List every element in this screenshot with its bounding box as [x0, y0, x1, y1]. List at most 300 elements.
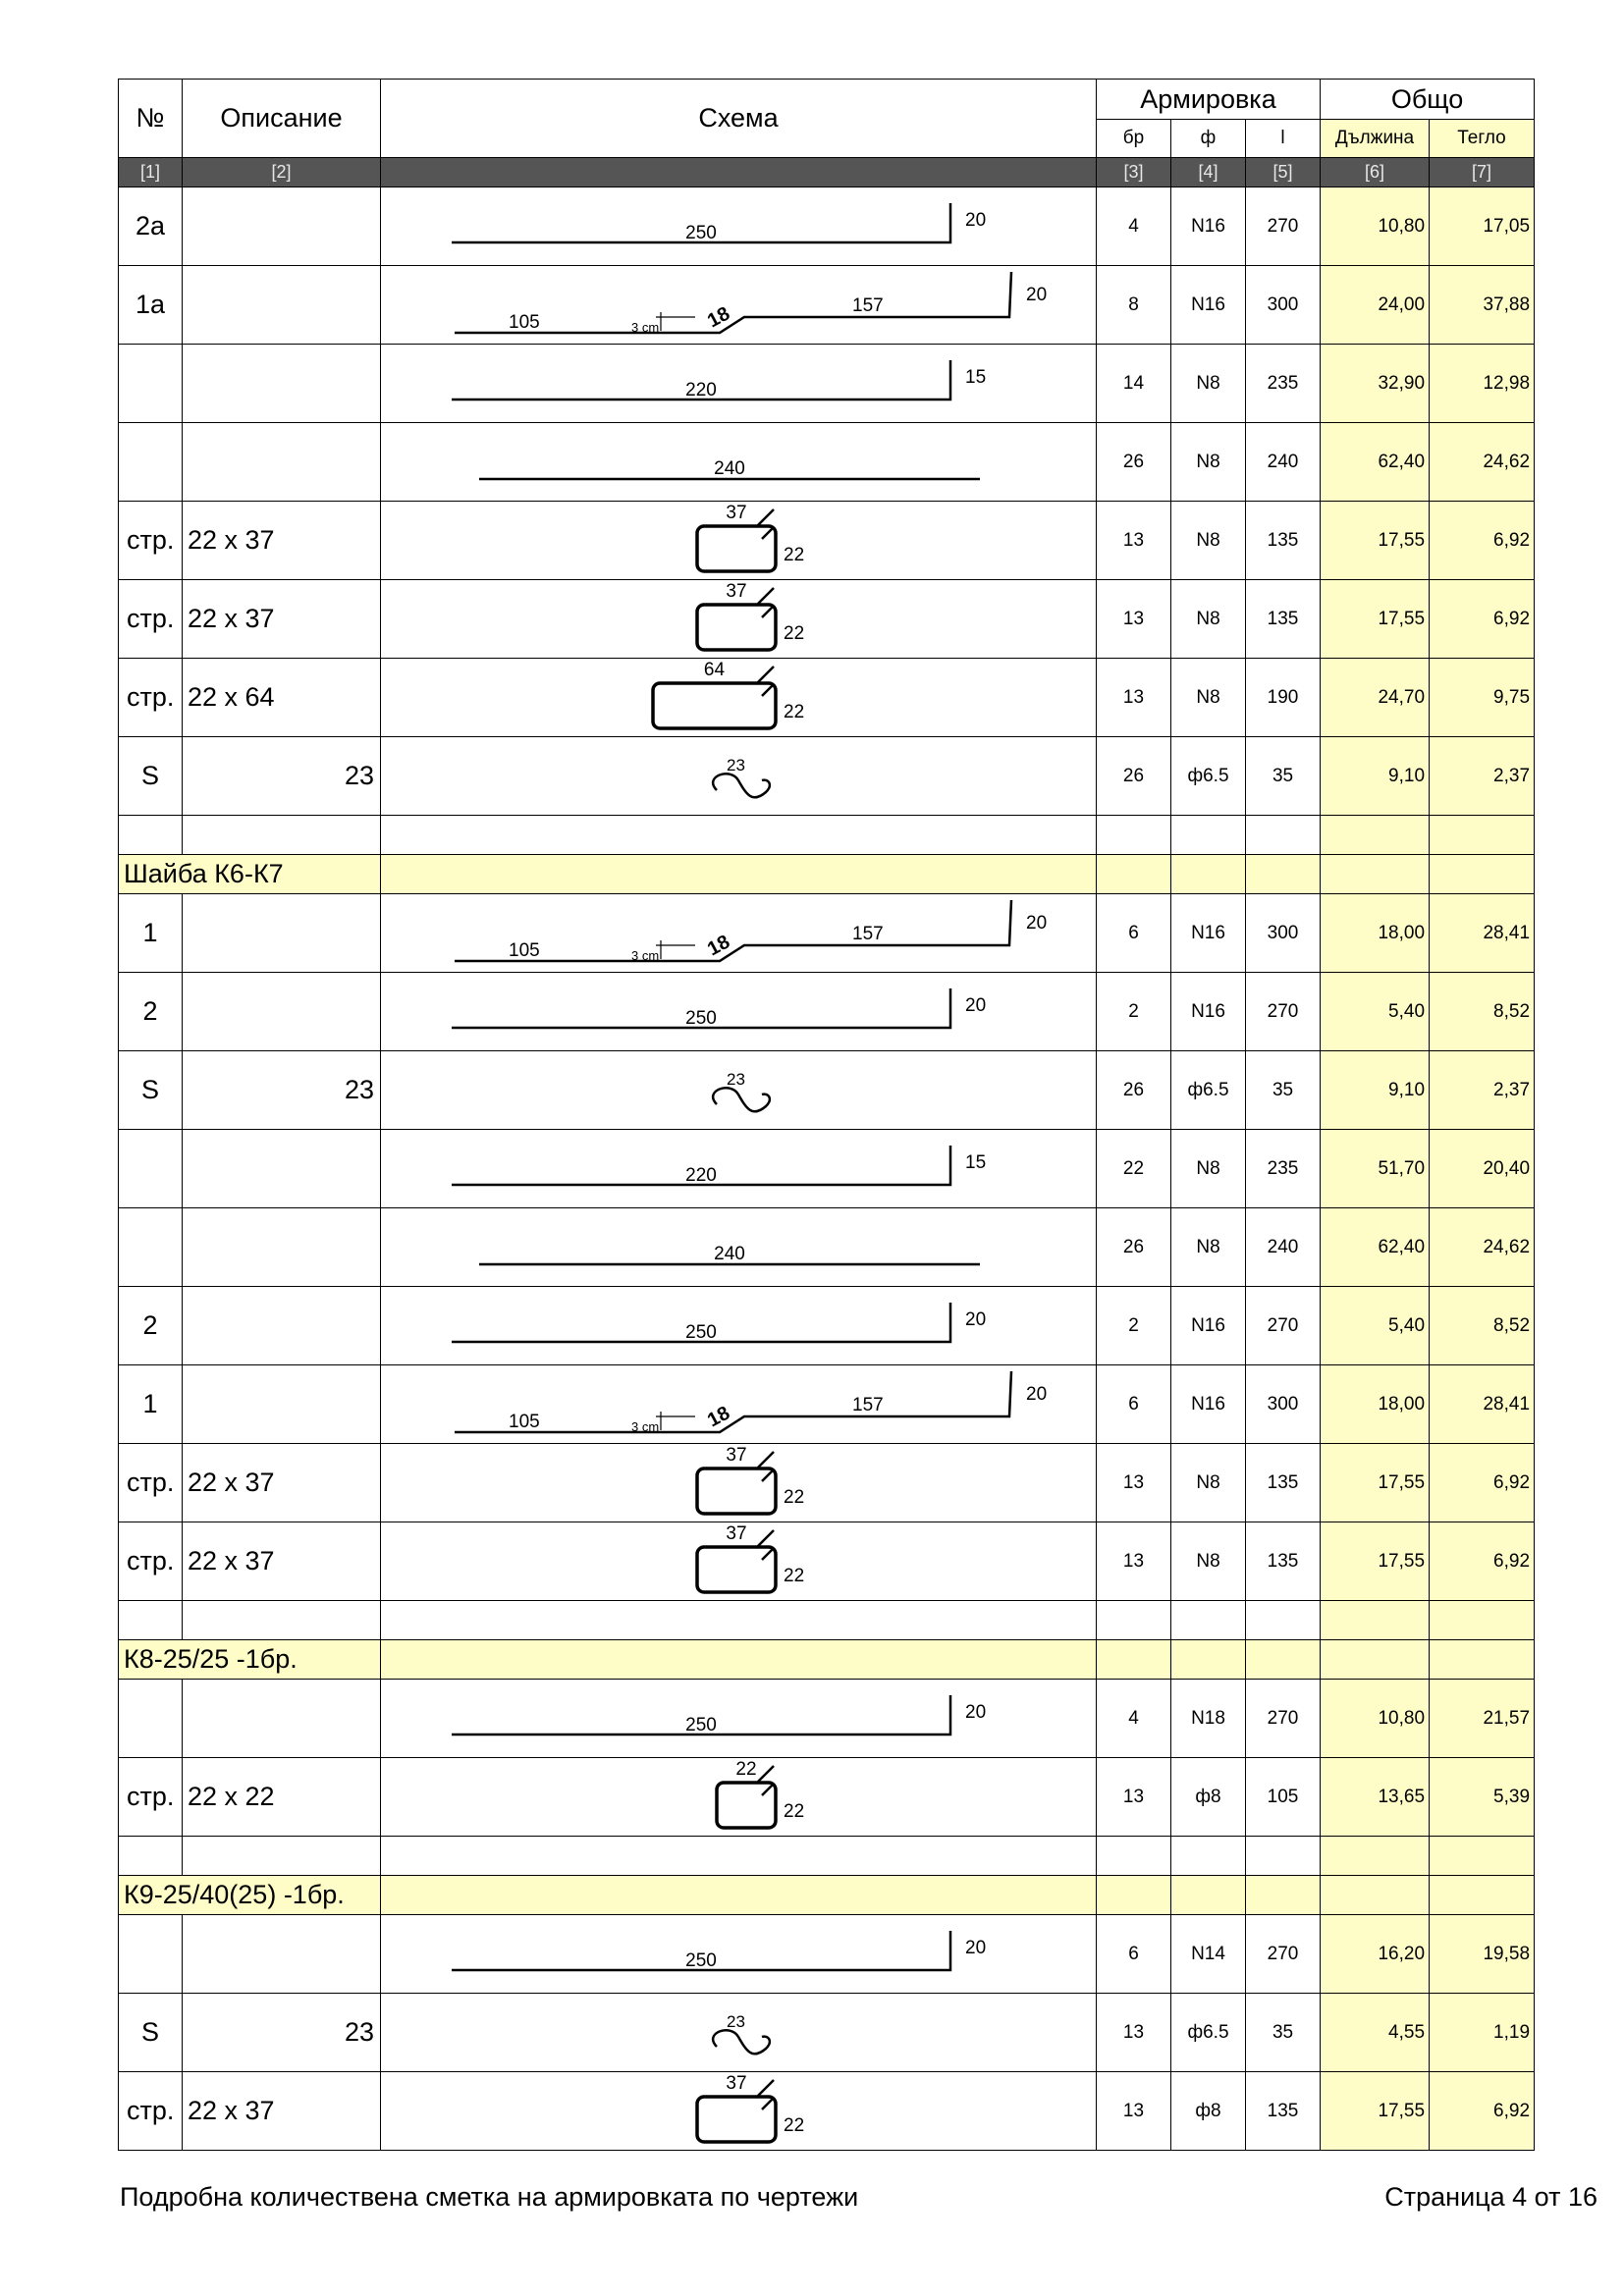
scheme-cell — [381, 1130, 1097, 1208]
total-weight: 2,37 — [1430, 737, 1535, 816]
dimension-label: 157 — [852, 295, 884, 316]
item-number — [119, 1130, 183, 1208]
scheme-cell — [381, 423, 1097, 502]
dimension-label: 37 — [726, 2073, 747, 2094]
total-weight: 1,19 — [1430, 1994, 1535, 2072]
table-row — [119, 1680, 1535, 1758]
bar-length: 35 — [1246, 1994, 1321, 2072]
table-row — [119, 1444, 1535, 1522]
bar-count: 13 — [1097, 1994, 1171, 2072]
table-row — [119, 1130, 1535, 1208]
bar-diameter: N8 — [1171, 1522, 1246, 1601]
scheme-cell — [381, 1915, 1097, 1994]
total-weight: 24,62 — [1430, 423, 1535, 502]
item-description — [183, 1365, 381, 1444]
dimension-label: 18 — [704, 1402, 733, 1432]
empty-cell — [1321, 855, 1430, 894]
col-header-total: Общо — [1321, 80, 1535, 120]
bar-count: 6 — [1097, 894, 1171, 973]
item-description: 22 x 37 — [183, 502, 381, 580]
scheme-cell — [381, 1994, 1097, 2072]
dimension-label: 3 cm — [631, 320, 660, 335]
bar-length: 270 — [1246, 1680, 1321, 1758]
empty-cell — [183, 1837, 381, 1876]
col-index: [3] — [1097, 158, 1171, 187]
dimension-label: 20 — [1026, 913, 1048, 934]
column-index-row — [119, 158, 1535, 187]
bar-length: 135 — [1246, 2072, 1321, 2151]
bar-diameter: N14 — [1171, 1915, 1246, 1994]
dimension-label: 250 — [685, 223, 717, 243]
rebar-shape-bent — [381, 894, 1097, 972]
bar-count: 26 — [1097, 737, 1171, 816]
section-header-row — [119, 1640, 1535, 1680]
bar-count: 13 — [1097, 2072, 1171, 2151]
rebar-shape-s-hook — [381, 1051, 1097, 1129]
item-description — [183, 1287, 381, 1365]
reinforcement-schedule — [118, 79, 1534, 2151]
bar-diameter: N8 — [1171, 659, 1246, 737]
section-label: К8-25/25 -1бр. — [119, 1640, 381, 1680]
bar-length: 135 — [1246, 580, 1321, 659]
bar-diameter: N8 — [1171, 345, 1246, 423]
empty-cell — [1097, 816, 1171, 855]
total-length: 62,40 — [1321, 423, 1430, 502]
item-description — [183, 1680, 381, 1758]
total-length: 5,40 — [1321, 973, 1430, 1051]
scheme-cell — [381, 737, 1097, 816]
bar-length: 135 — [1246, 1522, 1321, 1601]
item-number — [119, 423, 183, 502]
rebar-shape-L — [381, 345, 1097, 422]
bar-count: 4 — [1097, 187, 1171, 266]
scheme-cell — [381, 1208, 1097, 1287]
scheme-cell — [381, 973, 1097, 1051]
total-length: 17,55 — [1321, 502, 1430, 580]
scheme-cell — [381, 1680, 1097, 1758]
rebar-shape-stirrup — [381, 502, 1097, 579]
dimension-label: 22 — [784, 1487, 805, 1508]
empty-cell — [1430, 1876, 1535, 1915]
scheme-cell — [381, 1365, 1097, 1444]
bar-diameter: N8 — [1171, 502, 1246, 580]
dimension-label: 20 — [965, 1938, 987, 1958]
dimension-label: 64 — [703, 660, 726, 680]
page-number: Страница 4 от 16 — [1384, 2182, 1597, 2212]
bar-diameter: ф8 — [1171, 1758, 1246, 1837]
dimension-label: 22 — [784, 623, 805, 644]
bar-diameter: N8 — [1171, 580, 1246, 659]
table-row — [119, 502, 1535, 580]
empty-cell — [1246, 1601, 1321, 1640]
item-description — [183, 187, 381, 266]
bar-count: 13 — [1097, 659, 1171, 737]
dimension-label: 37 — [726, 1445, 747, 1466]
scheme-cell — [381, 1522, 1097, 1601]
total-weight: 6,92 — [1430, 2072, 1535, 2151]
dimension-label: 15 — [965, 1152, 987, 1173]
total-length: 9,10 — [1321, 737, 1430, 816]
col-index: [2] — [183, 158, 381, 187]
item-description: 23 — [183, 737, 381, 816]
item-description: 22 x 37 — [183, 2072, 381, 2151]
stirrup-outline — [697, 1547, 776, 1592]
col-index: [7] — [1430, 158, 1535, 187]
total-weight: 20,40 — [1430, 1130, 1535, 1208]
dimension-label: 105 — [509, 312, 540, 333]
rebar-shape-stirrup — [381, 1444, 1097, 1522]
rebar-shape-stirrup — [381, 2072, 1097, 2150]
dimension-label: 22 — [784, 1566, 805, 1586]
rebar-shape-L — [381, 1915, 1097, 1993]
stirrup-outline — [697, 2097, 776, 2142]
dimension-label: 20 — [1026, 1384, 1048, 1405]
footer-title: Подробна количествена сметка на армировката по чертежи — [120, 2182, 859, 2212]
col-header-total-length: Дължина — [1321, 120, 1430, 158]
dimension-label: 250 — [685, 1715, 717, 1735]
col-index: [4] — [1171, 158, 1246, 187]
item-number: 1 — [119, 1365, 183, 1444]
empty-cell — [381, 855, 1097, 894]
bar-length: 135 — [1246, 502, 1321, 580]
dimension-label: 18 — [704, 302, 733, 333]
stirrup-hook — [762, 1548, 774, 1560]
item-number: стр. — [119, 1444, 183, 1522]
empty-cell — [1321, 1640, 1430, 1680]
bar-count: 13 — [1097, 1522, 1171, 1601]
table-row — [119, 1522, 1535, 1601]
scheme-cell — [381, 894, 1097, 973]
dimension-label: 157 — [852, 1395, 884, 1415]
bar-diameter: ф6.5 — [1171, 1994, 1246, 2072]
section-label: Шайба К6-К7 — [119, 855, 381, 894]
item-description: 22 x 37 — [183, 1522, 381, 1601]
col-index: [1] — [119, 158, 183, 187]
scheme-cell — [381, 1758, 1097, 1837]
col-header-description: Описание — [183, 80, 381, 158]
bar-length: 35 — [1246, 737, 1321, 816]
total-length: 18,00 — [1321, 894, 1430, 973]
rebar-shape-L — [381, 1130, 1097, 1207]
bar-diameter: N8 — [1171, 1130, 1246, 1208]
scheme-cell — [381, 187, 1097, 266]
bar-diameter: N18 — [1171, 1680, 1246, 1758]
bar-count: 26 — [1097, 1051, 1171, 1130]
total-length: 16,20 — [1321, 1915, 1430, 1994]
total-length: 10,80 — [1321, 187, 1430, 266]
total-weight: 6,92 — [1430, 580, 1535, 659]
dimension-label: 22 — [784, 545, 805, 565]
bar-count: 6 — [1097, 1365, 1171, 1444]
empty-cell — [1246, 1876, 1321, 1915]
dimension-label: 23 — [727, 2012, 745, 2031]
dimension-label: 240 — [714, 1244, 745, 1264]
bar-count: 8 — [1097, 266, 1171, 345]
item-number: 1а — [119, 266, 183, 345]
item-description: 22 x 22 — [183, 1758, 381, 1837]
empty-cell — [1246, 1640, 1321, 1680]
total-length: 51,70 — [1321, 1130, 1430, 1208]
item-number — [119, 1680, 183, 1758]
bar-count: 13 — [1097, 580, 1171, 659]
col-header-diameter: ф — [1171, 120, 1246, 158]
empty-cell — [1321, 1876, 1430, 1915]
stirrup-outline — [697, 526, 776, 571]
dimension-label: 240 — [714, 458, 745, 479]
table-row — [119, 737, 1535, 816]
total-weight: 8,52 — [1430, 1287, 1535, 1365]
item-number: 2 — [119, 1287, 183, 1365]
col-index — [381, 158, 1097, 187]
bar-count: 4 — [1097, 1680, 1171, 1758]
dimension-label: 37 — [726, 503, 747, 523]
empty-cell — [1171, 816, 1246, 855]
bar-count: 2 — [1097, 1287, 1171, 1365]
stirrup-outline — [697, 605, 776, 650]
item-description: 22 x 37 — [183, 580, 381, 659]
scheme-cell — [381, 1444, 1097, 1522]
bar-count: 22 — [1097, 1130, 1171, 1208]
total-length: 4,55 — [1321, 1994, 1430, 2072]
bar-count: 26 — [1097, 423, 1171, 502]
item-description: 22 x 64 — [183, 659, 381, 737]
bar-length: 270 — [1246, 1915, 1321, 1994]
table-row — [119, 580, 1535, 659]
col-header-no: № — [119, 80, 183, 158]
item-description — [183, 1208, 381, 1287]
rebar-shape-straight — [381, 423, 1097, 501]
table-row — [119, 1758, 1535, 1837]
empty-cell — [381, 1601, 1097, 1640]
dimension-label: 20 — [965, 1309, 987, 1330]
dimension-label: 105 — [509, 940, 540, 961]
header-row — [119, 80, 1535, 120]
bar-diameter: ф6.5 — [1171, 1051, 1246, 1130]
bar-diameter: N16 — [1171, 973, 1246, 1051]
dimension-label: 220 — [685, 1165, 717, 1186]
dimension-label: 3 cm — [631, 948, 660, 963]
bar-length: 190 — [1246, 659, 1321, 737]
spacer-row — [119, 816, 1535, 855]
empty-cell — [1246, 816, 1321, 855]
bar-diameter: ф6.5 — [1171, 737, 1246, 816]
total-length: 17,55 — [1321, 580, 1430, 659]
scheme-cell — [381, 580, 1097, 659]
item-number: стр. — [119, 580, 183, 659]
empty-cell — [1097, 1837, 1171, 1876]
rebar-shape-stirrup — [381, 580, 1097, 658]
item-number — [119, 345, 183, 423]
bar-count: 2 — [1097, 973, 1171, 1051]
bar-length: 270 — [1246, 187, 1321, 266]
empty-cell — [381, 1837, 1097, 1876]
dimension-label: 250 — [685, 1008, 717, 1029]
total-weight: 6,92 — [1430, 1444, 1535, 1522]
bar-count: 6 — [1097, 1915, 1171, 1994]
item-number: стр. — [119, 659, 183, 737]
rebar-shape-stirrup — [381, 1522, 1097, 1600]
total-length: 13,65 — [1321, 1758, 1430, 1837]
scheme-cell — [381, 345, 1097, 423]
table-row — [119, 973, 1535, 1051]
item-description: 23 — [183, 1051, 381, 1130]
bar-count: 13 — [1097, 502, 1171, 580]
stirrup-hook — [762, 684, 774, 696]
table-row — [119, 1208, 1535, 1287]
table-row — [119, 659, 1535, 737]
scheme-cell — [381, 1287, 1097, 1365]
item-description — [183, 1915, 381, 1994]
bar-count: 14 — [1097, 345, 1171, 423]
dimension-label: 3 cm — [631, 1419, 660, 1434]
empty-cell — [1171, 855, 1246, 894]
rebar-shape-L — [381, 1680, 1097, 1757]
total-length: 17,55 — [1321, 1522, 1430, 1601]
dimension-label: 20 — [965, 210, 987, 231]
rebar-shape-stirrup-wide — [381, 659, 1097, 736]
scheme-cell — [381, 659, 1097, 737]
scheme-cell — [381, 1051, 1097, 1130]
total-weight: 5,39 — [1430, 1758, 1535, 1837]
table-row — [119, 1915, 1535, 1994]
total-weight: 24,62 — [1430, 1208, 1535, 1287]
bar-length: 135 — [1246, 1444, 1321, 1522]
empty-cell — [1430, 816, 1535, 855]
total-length: 32,90 — [1321, 345, 1430, 423]
item-description — [183, 973, 381, 1051]
scheme-cell — [381, 266, 1097, 345]
spacer-row — [119, 1837, 1535, 1876]
empty-cell — [1171, 1837, 1246, 1876]
total-length: 5,40 — [1321, 1287, 1430, 1365]
empty-cell — [381, 1876, 1097, 1915]
item-description: 23 — [183, 1994, 381, 2072]
dimension-label: 37 — [726, 1523, 747, 1544]
total-weight: 17,05 — [1430, 187, 1535, 266]
bar-length: 235 — [1246, 1130, 1321, 1208]
dimension-label: 250 — [685, 1322, 717, 1343]
table-row — [119, 1994, 1535, 2072]
dimension-label: 23 — [727, 1070, 745, 1089]
table-row — [119, 345, 1535, 423]
table-row — [119, 423, 1535, 502]
empty-cell — [1171, 1640, 1246, 1680]
rebar-shape-bent — [381, 1365, 1097, 1443]
scheme-cell — [381, 2072, 1097, 2151]
table-row — [119, 266, 1535, 345]
total-length: 17,55 — [1321, 1444, 1430, 1522]
dimension-label: 22 — [784, 1801, 805, 1822]
empty-cell — [119, 1837, 183, 1876]
stirrup-hook — [762, 2098, 774, 2109]
dimension-label: 37 — [726, 581, 747, 602]
empty-cell — [1321, 1601, 1430, 1640]
s-hook-shape — [713, 2030, 770, 2054]
scheme-cell — [381, 502, 1097, 580]
bar-length: 235 — [1246, 345, 1321, 423]
col-header-length: l — [1246, 120, 1321, 158]
bar-count: 13 — [1097, 1444, 1171, 1522]
item-number: S — [119, 1994, 183, 2072]
item-number — [119, 1208, 183, 1287]
col-header-reinforcement: Армировка — [1097, 80, 1321, 120]
total-length: 24,70 — [1321, 659, 1430, 737]
item-number: 2 — [119, 973, 183, 1051]
table-row — [119, 1051, 1535, 1130]
item-description — [183, 894, 381, 973]
empty-cell — [119, 816, 183, 855]
total-weight: 2,37 — [1430, 1051, 1535, 1130]
rebar-shape-L — [381, 187, 1097, 265]
empty-cell — [1430, 1601, 1535, 1640]
col-header-count: бр — [1097, 120, 1171, 158]
empty-cell — [1430, 855, 1535, 894]
empty-cell — [381, 1640, 1097, 1680]
bar-diameter: N16 — [1171, 266, 1246, 345]
total-length: 17,55 — [1321, 2072, 1430, 2151]
dimension-label: 22 — [735, 1759, 757, 1780]
bar-diameter: N8 — [1171, 1208, 1246, 1287]
col-header-weight: Тегло — [1430, 120, 1535, 158]
empty-cell — [1097, 855, 1171, 894]
stirrup-hook — [762, 1469, 774, 1481]
item-description — [183, 345, 381, 423]
rebar-shape-stirrup-small — [381, 1758, 1097, 1836]
bar-length: 240 — [1246, 1208, 1321, 1287]
bar-length: 105 — [1246, 1758, 1321, 1837]
dimension-label: 15 — [965, 367, 987, 388]
total-weight: 12,98 — [1430, 345, 1535, 423]
bar-count: 13 — [1097, 1758, 1171, 1837]
total-weight: 8,52 — [1430, 973, 1535, 1051]
dimension-label: 250 — [685, 1950, 717, 1971]
empty-cell — [183, 1601, 381, 1640]
item-number: 2а — [119, 187, 183, 266]
dimension-label: 20 — [965, 1702, 987, 1723]
dimension-label: 157 — [852, 924, 884, 944]
bar-diameter: N16 — [1171, 1365, 1246, 1444]
dimension-label: 18 — [704, 931, 733, 961]
table-row — [119, 187, 1535, 266]
table-row — [119, 894, 1535, 973]
dimension-label: 20 — [1026, 285, 1048, 305]
section-label: К9-25/40(25) -1бр. — [119, 1876, 381, 1915]
spacer-row — [119, 1601, 1535, 1640]
item-number: S — [119, 1051, 183, 1130]
bar-count: 26 — [1097, 1208, 1171, 1287]
empty-cell — [1097, 1601, 1171, 1640]
stirrup-hook — [762, 1784, 774, 1795]
total-length: 24,00 — [1321, 266, 1430, 345]
item-number: стр. — [119, 1522, 183, 1601]
rebar-shape-L — [381, 1287, 1097, 1364]
bar-length: 240 — [1246, 423, 1321, 502]
bar-diameter: N16 — [1171, 187, 1246, 266]
bar-length: 300 — [1246, 266, 1321, 345]
empty-cell — [1321, 816, 1430, 855]
bar-length: 300 — [1246, 894, 1321, 973]
item-number: стр. — [119, 502, 183, 580]
empty-cell — [1171, 1876, 1246, 1915]
dimension-label: 220 — [685, 380, 717, 400]
rebar-shape-s-hook — [381, 737, 1097, 815]
empty-cell — [119, 1601, 183, 1640]
total-weight: 6,92 — [1430, 1522, 1535, 1601]
total-weight: 37,88 — [1430, 266, 1535, 345]
dimension-label: 22 — [784, 2115, 805, 2136]
stirrup-outline — [653, 683, 776, 728]
empty-cell — [1430, 1837, 1535, 1876]
